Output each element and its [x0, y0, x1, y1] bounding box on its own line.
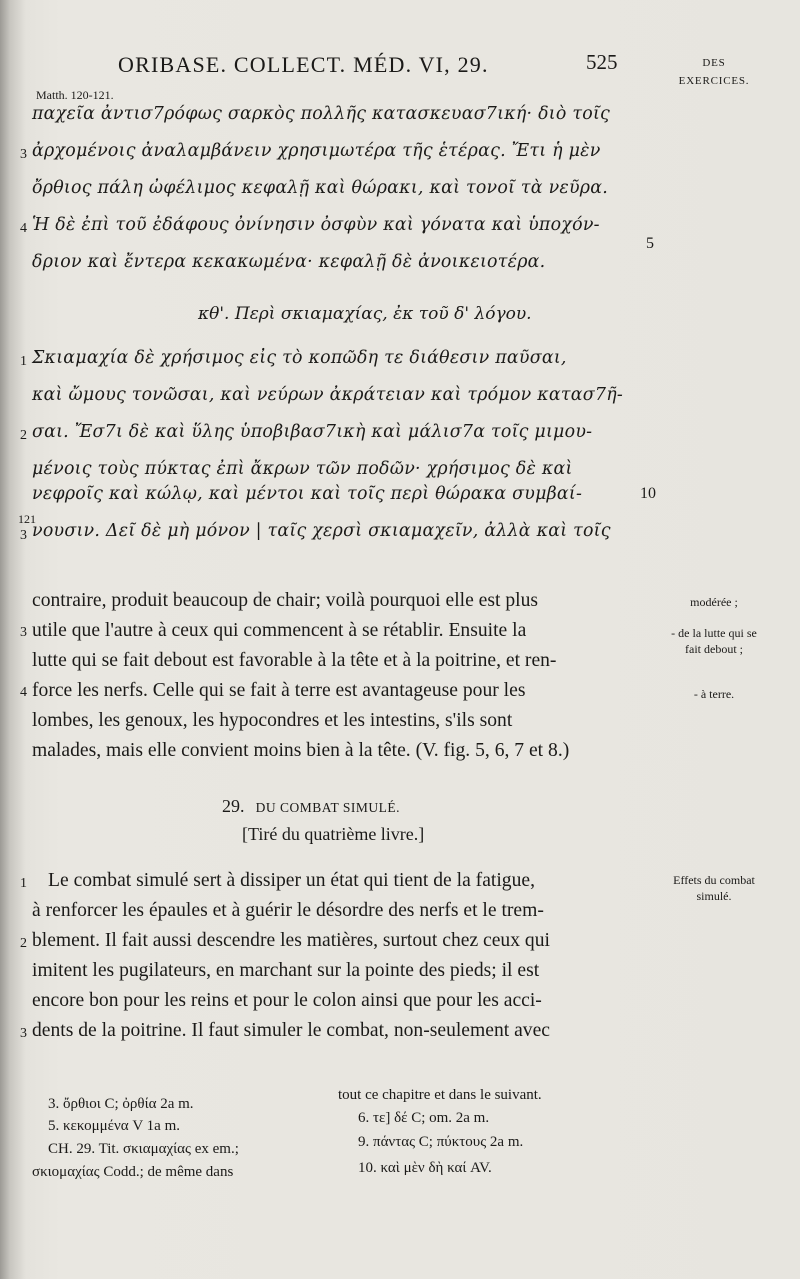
page-number: 525 [586, 50, 618, 74]
french-line: force les nerfs. Celle qui se fait à terre est avantageuse pour les [32, 680, 526, 701]
greek-line: νεφροῖς καὶ κώλῳ, καὶ μέντοι καὶ τοῖς περὶ θώρακα συμβαί- [32, 484, 583, 504]
french-line: lutte qui se fait debout est favorable à la tête et à la poitrine, et ren- [32, 650, 557, 671]
line-number: 2 [20, 936, 27, 951]
greek-line: μένοις τοὺς πύκτας ἐπὶ ἄκρων τῶν ποδῶν· χρήσιμος δὲ καὶ [32, 459, 573, 479]
matthaei-page-number: 121 [18, 512, 36, 526]
french-line: dents de la poitrine. Il faut simuler le combat, non-seulement avec [32, 1020, 550, 1041]
french-line: lombes, les genoux, les hypocondres et les intestins, s'ils sont [32, 710, 513, 731]
line-number: 2 [20, 428, 27, 443]
footnote: 5. κεκομμένα V 1a m. [48, 1118, 180, 1134]
greek-line: δριον καὶ ἔντερα κεκακωμένα· κεφαλῇ δὲ ἀνοικειοτέρα. [32, 252, 546, 272]
running-title: ORIBASE. COLLECT. MÉD. VI, 29. [118, 52, 489, 77]
section-source: [Tiré du quatrième livre.] [242, 824, 425, 844]
margin-note: - à terre. [693, 687, 735, 701]
greek-line: Ἡ δὲ ἐπὶ τοῦ ἐδάφους ὀνίνησιν ὀσφὺν καὶ γόνατα καὶ ὑποχόν- [32, 215, 600, 235]
french-line: blement. Il fait aussi descendre les matières, surtout chez ceux qui [32, 930, 550, 951]
greek-line: παχεῖα ἀντισ7ρόφως σαρκὸς πολλῆς κατασκευασ7ική· διὸ τοῖς [32, 104, 611, 124]
footnote: 6. τε] δέ C; om. 2a m. [358, 1110, 490, 1126]
line-number-right: 10 [640, 485, 656, 502]
greek-line: νουσιν. Δεῖ δὲ μὴ μόνον | ταῖς χερσὶ σκιαμαχεῖν, ἀλλὰ καὶ τοῖς [32, 521, 611, 541]
french-line: à renforcer les épaules et à guérir le désordre des nerfs et le trem- [32, 900, 544, 921]
side-title-line-2: EXERCICES. [678, 75, 750, 87]
line-number: 1 [20, 876, 27, 891]
line-number: 4 [20, 221, 27, 236]
section-title: DU COMBAT SIMULÉ. [255, 800, 400, 815]
line-number: 3 [20, 528, 27, 543]
greek-section-title: κθ'. Περὶ σκιαμαχίας, ἐκ τοῦ δ' λόγου. [198, 304, 532, 324]
line-number: 3 [20, 1026, 27, 1041]
margin-note: Effets du combat simulé. [673, 873, 755, 903]
line-number: 3 [20, 625, 27, 640]
french-line: imitent les pugilateurs, en marchant sur la pointe des pieds; il est [32, 960, 540, 981]
footnote: 3. ὄρθιοι C; ὀρθία 2a m. [48, 1096, 194, 1112]
footnote: CH. 29. Tit. σκιαμαχίας ex em.; [48, 1141, 239, 1157]
greek-line: ἀρχομένοις ἀναλαμβάνειν χρησιμωτέρα τῆς ἑτέρας. Ἔτι ἡ μὲν [32, 141, 601, 161]
margin-note: modérée ; [690, 595, 738, 609]
line-number-right: 5 [646, 235, 654, 252]
french-line: malades, mais elle convient moins bien à la tête. (V. fig. 5, 6, 7 et 8.) [32, 740, 570, 761]
greek-line: σαι. Ἔσ7ι δὲ καὶ ὕλης ὑποβιβασ7ικὴ καὶ μάλισ7α τοῖς μιμου- [32, 422, 593, 442]
french-line: utile que l'autre à ceux qui commencent à se rétablir. Ensuite la [32, 620, 527, 641]
side-title [668, 54, 760, 90]
line-number: 4 [20, 685, 27, 700]
line-number: 3 [20, 147, 27, 162]
section-number: 29. [222, 796, 245, 816]
footnote: 10. καὶ μὲν δὴ καί AV. [358, 1160, 492, 1176]
greek-line: καὶ ὤμους τονῶσαι, καὶ νεύρων ἀκράτειαν καὶ τρόμον κατασ7ῆ- [32, 385, 624, 405]
footnote: σκιομαχίας Codd.; de même dans [32, 1164, 234, 1180]
side-title-line-1: DES [702, 57, 726, 69]
footnote: 9. πάντας C; πύκτους 2a m. [358, 1134, 524, 1150]
french-line: Le combat simulé sert à dissiper un état qui tient de la fatigue, [48, 870, 535, 891]
line-number: 1 [20, 354, 27, 369]
french-line: encore bon pour les reins et pour le colon ainsi que pour les acci- [32, 990, 542, 1011]
greek-line: ὄρθιος πάλη ὠφέλιμος κεφαλῇ καὶ θώρακι, καὶ τονοῖ τὰ νεῦρα. [32, 178, 609, 198]
margin-note: - de la lutte qui se fait debout ; [671, 626, 757, 656]
greek-line: Σκιαμαχία δὲ χρήσιμος εἰς τὸ κοπῶδη τε διάθεσιν παῦσαι, [32, 348, 567, 368]
footnote: tout ce chapitre et dans le suivant. [338, 1087, 542, 1103]
matthaei-reference: Matth. 120-121. [36, 88, 114, 102]
french-line: contraire, produit beaucoup de chair; voilà pourquoi elle est plus [32, 590, 539, 611]
french-section-heading [222, 796, 400, 817]
